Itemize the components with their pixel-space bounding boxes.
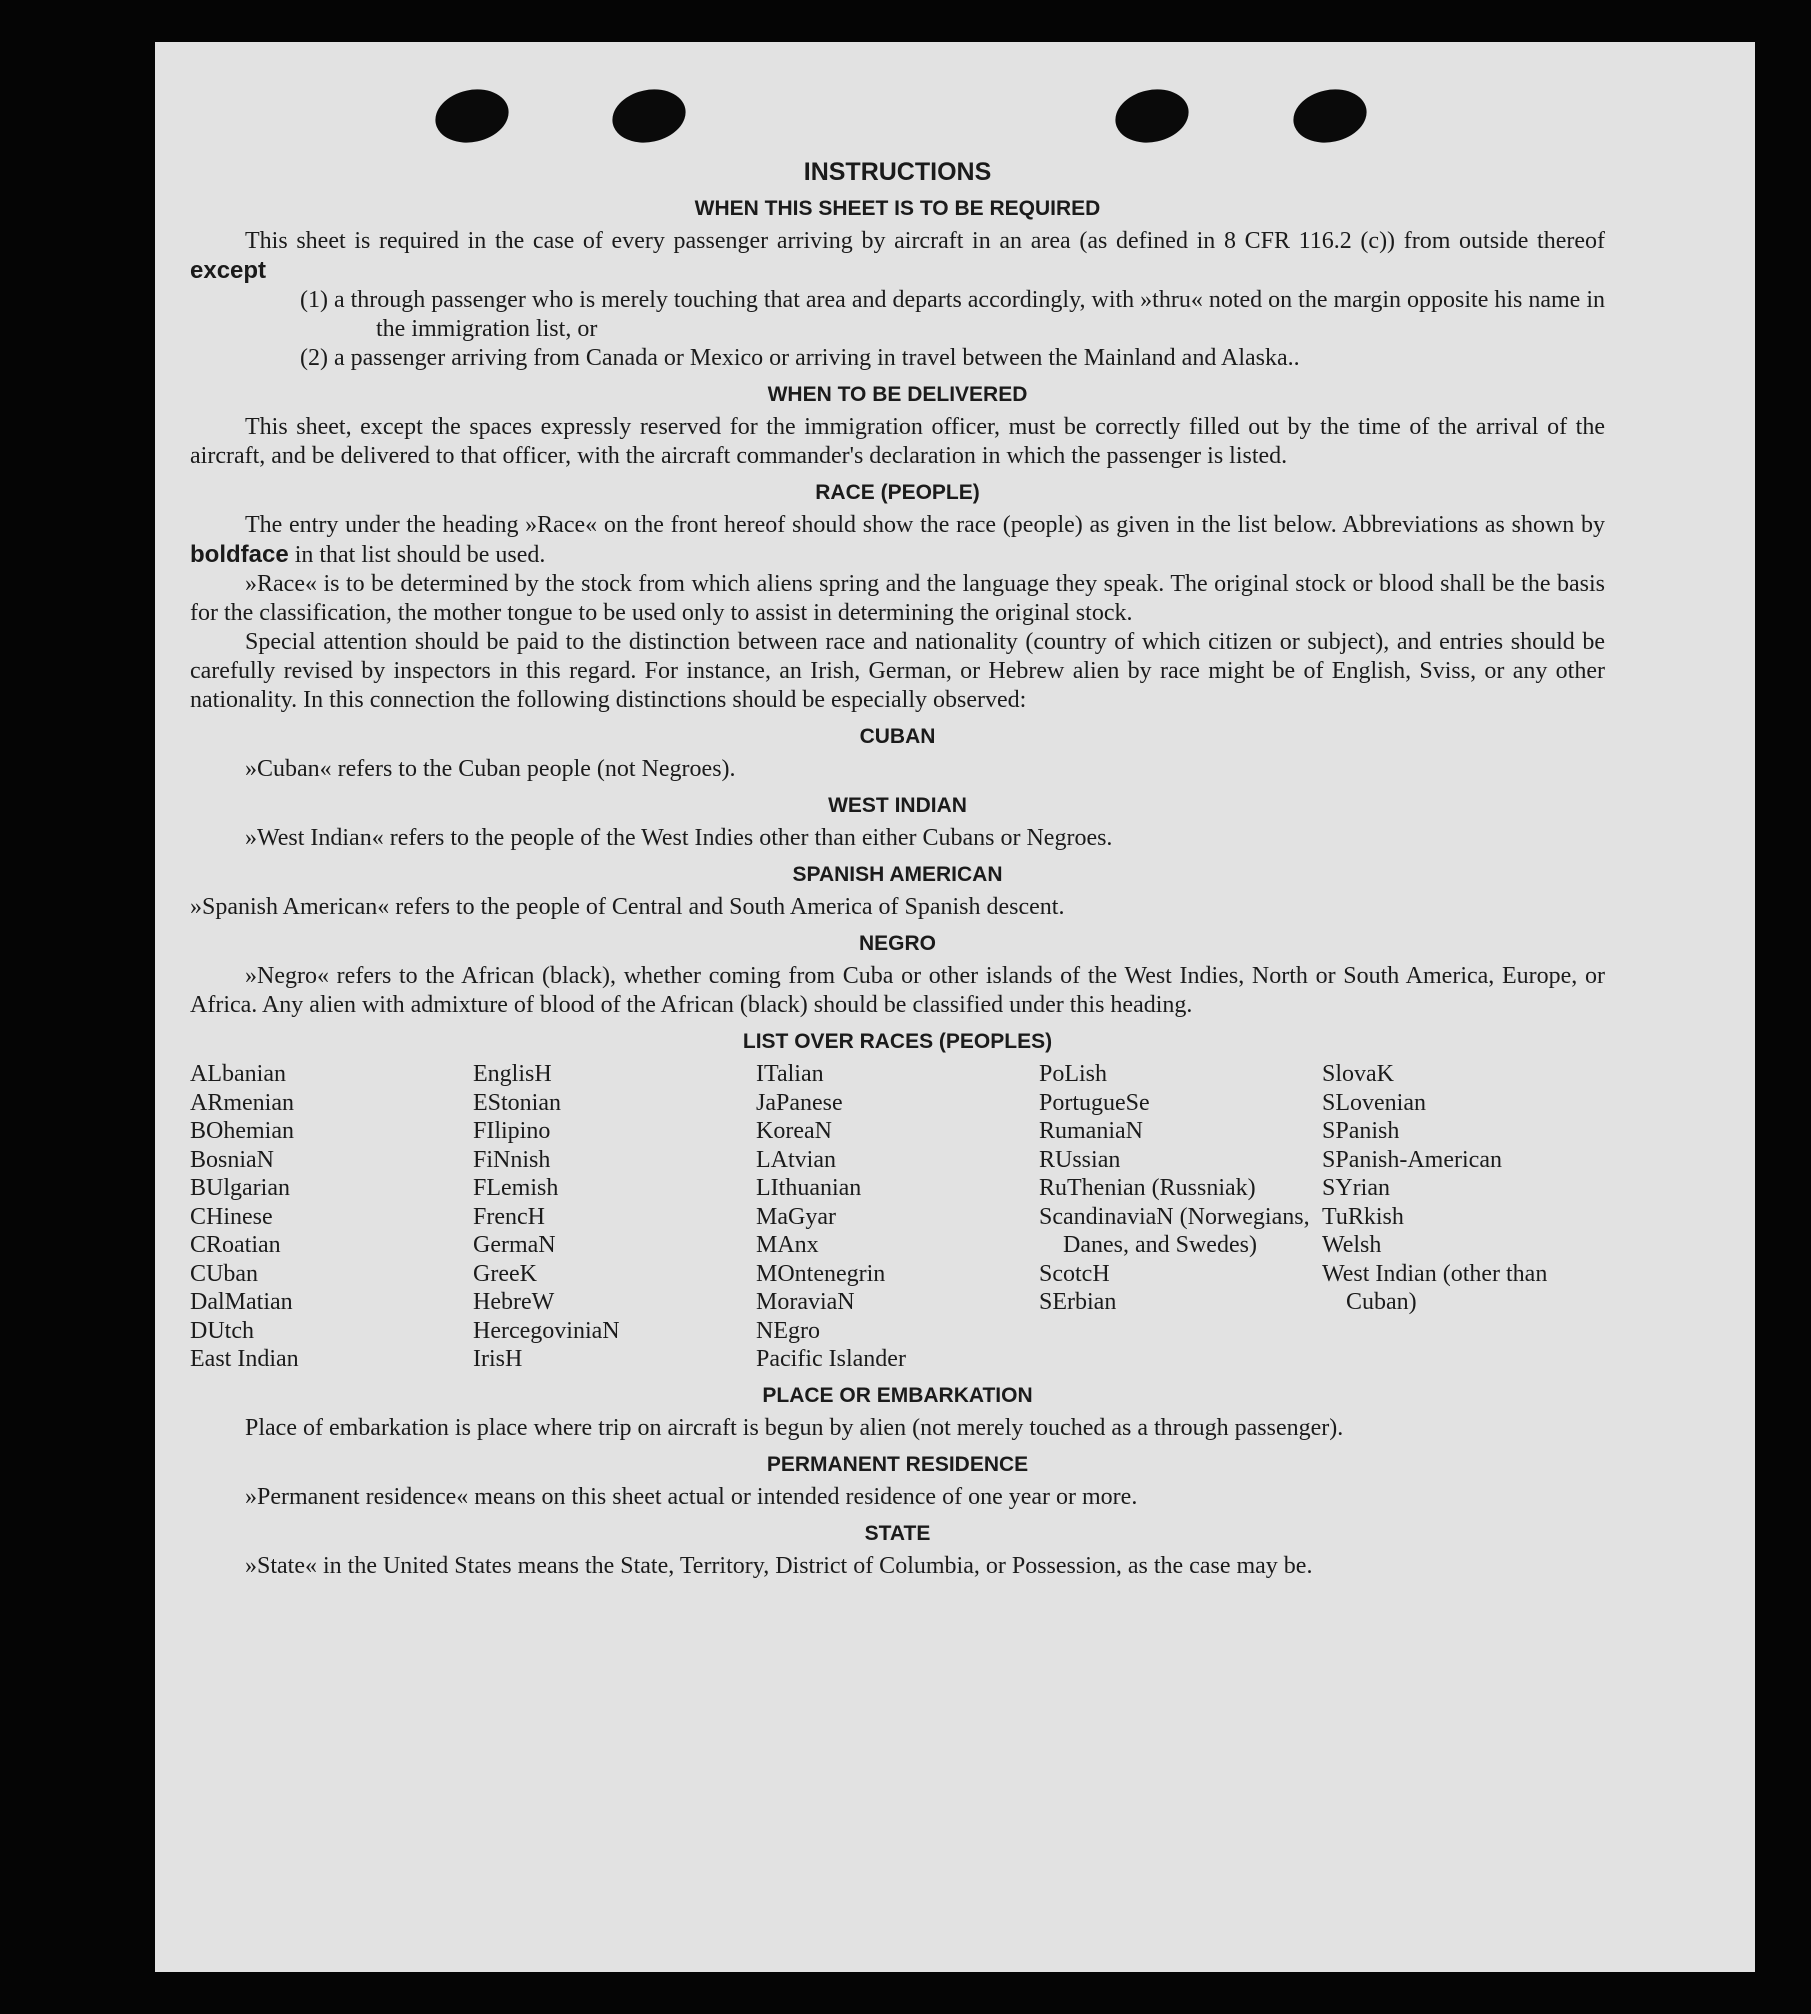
section-heading-embarkation: PLACE OR EMBARKATION xyxy=(762,1383,1033,1407)
punch-hole xyxy=(1288,83,1371,149)
races-list xyxy=(190,1060,1605,1374)
race-entry: BOhemian xyxy=(190,1118,294,1144)
race-entry: RUssian xyxy=(1039,1146,1121,1173)
punch-hole xyxy=(1110,83,1193,149)
boldface-text: boldface xyxy=(190,541,289,568)
race-entry: FIlipino xyxy=(473,1118,551,1144)
races-column xyxy=(190,1060,473,1374)
when-required-intro: This sheet is required in the case of every passenger arriving by aircraft in an area (as defined in 8 CFR 116.2 (c)) from outside thereof except xyxy=(190,228,1605,284)
except-text: except xyxy=(190,257,267,284)
race-entry: PortugueSe xyxy=(1039,1089,1150,1116)
section-heading-cuban: CUBAN xyxy=(859,725,936,748)
races-column xyxy=(473,1060,756,1374)
race-entry: EStonian xyxy=(473,1089,561,1116)
race-entry: EnglisH xyxy=(473,1061,552,1087)
race-entry: IrisH xyxy=(473,1346,523,1372)
race-entry: LIthuanian xyxy=(756,1175,862,1201)
race-entry: MOntenegrin xyxy=(756,1260,886,1287)
race-entry: ARmenian xyxy=(190,1089,294,1116)
race-entry: Pacific Islander xyxy=(756,1346,906,1372)
race-entry: PoLish xyxy=(1039,1061,1108,1087)
race-entry: FLemish xyxy=(473,1175,559,1201)
race-entry: DalMatian xyxy=(190,1289,293,1315)
race-entry: CRoatian xyxy=(190,1232,281,1258)
section-heading-permanent-residence: PERMANENT RESIDENCE xyxy=(766,1452,1029,1476)
exception-item-2: (2) a passenger arriving from Canada or Mexico or arriving in travel between the Mainland and Alaska.. xyxy=(300,345,1300,371)
embarkation-text: Place of embarkation is place where trip on aircraft is begun by alien (not merely touched as a through passenger). xyxy=(245,1414,1344,1441)
race-entry: HercegoviniaN xyxy=(473,1317,620,1344)
race-entry: ITalian xyxy=(756,1061,824,1087)
section-heading-west-indian: WEST INDIAN xyxy=(828,794,967,817)
race-entry: NEgro xyxy=(756,1317,820,1344)
races-column xyxy=(1322,1060,1605,1374)
race-entry: Welsh xyxy=(1322,1232,1382,1258)
race-paragraph-2: »Race« is to be determined by the stock from which aliens spring and the language they speak. The original stock or blood shall be the basis for the classification, the mother tongue to be used only to assist in determining the original stock. xyxy=(190,571,1605,626)
race-entry: TuRkish xyxy=(1322,1203,1404,1230)
race-entry: CHinese xyxy=(190,1203,273,1230)
race-entry: East Indian xyxy=(190,1346,299,1372)
race-entry: MoraviaN xyxy=(756,1289,855,1315)
races-column xyxy=(1039,1060,1322,1374)
race-entry: SYrian xyxy=(1322,1175,1390,1201)
race-entry: CUban xyxy=(190,1260,258,1287)
section-heading-state: STATE xyxy=(864,1521,931,1545)
negro-text: »Negro« refers to the African (black), whether coming from Cuba or other islands of the West Indies, North or South America, Europe, or Africa. Any alien with admixture of blood of the African (black) should be classified under this heading. xyxy=(190,963,1605,1018)
race-entry: RumaniaN xyxy=(1039,1118,1143,1144)
race-entry: SErbian xyxy=(1039,1289,1117,1315)
race-entry: MaGyar xyxy=(756,1203,836,1230)
section-heading-race: RACE (PEOPLE) xyxy=(815,481,980,504)
punch-hole xyxy=(430,83,513,149)
race-entry: BosniaN xyxy=(190,1146,274,1173)
race-entry: MAnx xyxy=(756,1232,819,1258)
page-title: INSTRUCTIONS xyxy=(803,158,992,186)
instructions-content xyxy=(190,158,1605,1581)
race-entry: KoreaN xyxy=(756,1118,832,1144)
document-sheet xyxy=(155,42,1755,1972)
race-paragraph-1: The entry under the heading »Race« on the front hereof should show the race (people) as given in the list below. Abbreviations as shown by boldface in that list should be used. xyxy=(190,512,1605,568)
exception-item-1: (1) a through passenger who is merely touching that area and departs accordingly, with »thru« noted on the margin opposite his name in the immigration list, or xyxy=(300,287,1605,342)
race-entry: SPanish xyxy=(1322,1118,1400,1144)
section-heading-spanish-american: SPANISH AMERICAN xyxy=(792,863,1003,886)
race-entry: JaPanese xyxy=(756,1089,843,1116)
race-entry: SlovaK xyxy=(1322,1061,1394,1087)
state-text: »State« in the United States means the State, Territory, District of Columbia, or Possession, as the case may be. xyxy=(245,1552,1313,1579)
section-heading-when-delivered: WHEN TO BE DELIVERED xyxy=(767,383,1028,406)
race-entry: GermaN xyxy=(473,1232,556,1258)
race-entry: RuThenian (Russniak) xyxy=(1039,1175,1256,1201)
permanent-residence-text: »Permanent residence« means on this sheet actual or intended residence of one year or more. xyxy=(245,1483,1138,1510)
race-entry: FrencH xyxy=(473,1203,545,1230)
race-entry: SPanish-American xyxy=(1322,1146,1502,1173)
when-delivered-text: This sheet, except the spaces expressly reserved for the immigration officer, must be correctly filled out by the time of the arrival of the aircraft, and be delivered to that officer, with the aircraft commander's declaration in which the passenger is listed. xyxy=(190,414,1605,469)
section-heading-races-list: LIST OVER RACES (PEOPLES) xyxy=(742,1030,1053,1053)
race-entry: SLovenian xyxy=(1322,1089,1426,1116)
west-indian-text: »West Indian« refers to the people of the West Indies other than either Cubans or Negroes. xyxy=(245,825,1113,851)
race-entry: BUlgarian xyxy=(190,1175,290,1201)
section-heading-negro: NEGRO xyxy=(858,932,936,955)
spanish-american-text: »Spanish American« refers to the people of Central and South America of Spanish descent. xyxy=(190,894,1065,920)
section-heading-when-required: WHEN THIS SHEET IS TO BE REQUIRED xyxy=(694,197,1101,220)
punch-hole xyxy=(607,83,690,149)
cuban-text: »Cuban« refers to the Cuban people (not Negroes). xyxy=(245,756,736,782)
race-paragraph-3: Special attention should be paid to the distinction between race and nationality (country of which citizen or subject), and entries should be carefully revised by inspectors in this regard. For instance, an Irish, German, or Hebrew alien by race might be of English, Sviss, or any other nationality. In this connection the following distinctions should be especially observed: xyxy=(190,629,1605,713)
races-column xyxy=(756,1060,1039,1374)
race-entry: FiNnish xyxy=(473,1146,551,1173)
race-entry: West Indian (other than Cuban) xyxy=(1322,1260,1548,1315)
race-entry: LAtvian xyxy=(756,1146,836,1173)
race-entry: GreeK xyxy=(473,1260,537,1287)
race-entry: DUtch xyxy=(190,1317,254,1344)
race-entry: ScotcH xyxy=(1039,1260,1110,1287)
race-entry: ALbanian xyxy=(190,1061,286,1087)
race-entry: HebreW xyxy=(473,1289,555,1315)
race-entry: ScandinaviaN (Norwegians, Danes, and Swedes) xyxy=(1039,1203,1310,1258)
